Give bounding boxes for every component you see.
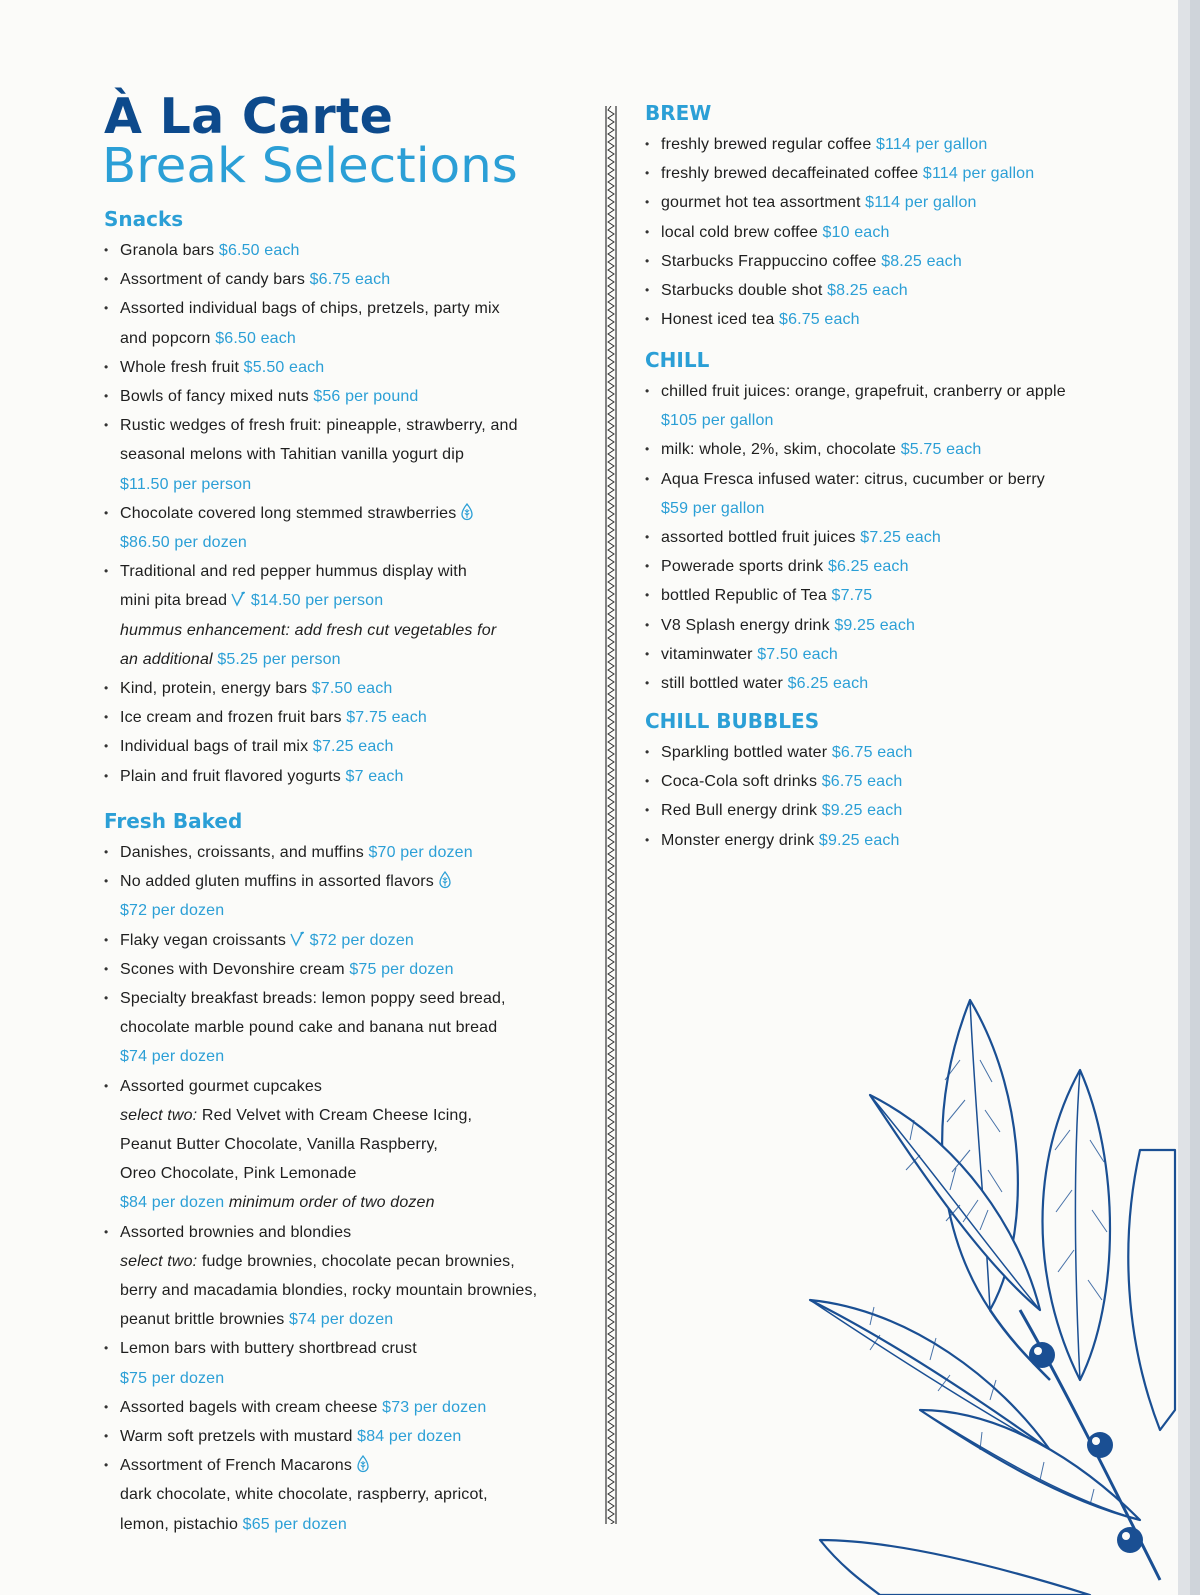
list-item: • Chocolate covered long stemmed strawberries $86.50 per dozen: [104, 499, 594, 557]
list-item: • Scones with Devonshire cream $75 per dozen: [104, 955, 599, 984]
list-item: • Lemon bars with buttery shortbread crust $75 per dozen: [104, 1334, 599, 1392]
list-item: • Whole fresh fruit $5.50 each: [104, 353, 594, 382]
gluten-free-icon: [459, 503, 475, 521]
snacks-list: [104, 236, 594, 791]
list-item: • Flaky vegan croissants $72 per dozen: [104, 926, 599, 955]
list-item: • Sparkling bottled water $6.75 each: [645, 738, 1145, 767]
chill-bubbles-heading: CHILL BUBBLES: [645, 709, 820, 733]
list-item: • assorted bottled fruit juices $7.25 each: [645, 523, 1145, 552]
list-item: • Starbucks double shot $8.25 each: [645, 276, 1145, 305]
list-item: • local cold brew coffee $10 each: [645, 218, 1145, 247]
page-edge-shadow: [1190, 0, 1200, 1595]
chill-bubbles-list: [645, 738, 1145, 855]
gluten-free-icon: [437, 871, 453, 889]
list-item: • Individual bags of trail mix $7.25 each: [104, 732, 594, 761]
snacks-section: [104, 206, 594, 791]
page-subtitle: Break Selections: [102, 138, 518, 194]
vegan-icon: [289, 930, 305, 948]
list-item: • Monster energy drink $9.25 each: [645, 826, 1145, 855]
list-item: • Specialty breakfast breads: lemon poppy seed bread, chocolate marble pound cake and banana nut bread $74 per dozen: [104, 984, 599, 1072]
list-item: • freshly brewed decaffeinated coffee $114 per gallon: [645, 159, 1145, 188]
brew-heading: BREW: [645, 101, 712, 125]
list-item: • Bowls of fancy mixed nuts $56 per pound: [104, 382, 594, 411]
list-item: • Honest iced tea $6.75 each: [645, 305, 1145, 334]
brew-section: [645, 100, 1145, 334]
list-item: • milk: whole, 2%, skim, chocolate $5.75 each: [645, 435, 1145, 464]
list-item: • Ice cream and frozen fruit bars $7.75 each: [104, 703, 594, 732]
list-item: • freshly brewed regular coffee $114 per gallon: [645, 130, 1145, 159]
list-item: • Warm soft pretzels with mustard $84 per dozen: [104, 1422, 599, 1451]
list-item: • V8 Splash energy drink $9.25 each: [645, 611, 1145, 640]
page-edge: [1178, 0, 1200, 1595]
column-divider: [604, 106, 618, 1524]
list-item: • Assorted bagels with cream cheese $73 per dozen: [104, 1393, 599, 1422]
list-item: • Powerade sports drink $6.25 each: [645, 552, 1145, 581]
chill-section: [645, 347, 1145, 698]
list-item: • Assortment of French Macarons dark chocolate, white chocolate, raspberry, apricot, lemon, pistachio $65 per dozen: [104, 1451, 599, 1539]
leaf-illustration: [780, 980, 1180, 1595]
snacks-heading: Snacks: [104, 207, 184, 231]
vegan-icon: [230, 590, 246, 608]
page-title: À La Carte: [104, 88, 394, 145]
list-item: • Assorted brownies and blondies select two: fudge brownies, chocolate pecan brownies, berry and macadamia blondies, rocky mountain brownies, peanut brittle brownies $74 per dozen: [104, 1218, 599, 1335]
list-item: • gourmet hot tea assortment $114 per gallon: [645, 188, 1145, 217]
list-item: • Assortment of candy bars $6.75 each: [104, 265, 594, 294]
list-item: • vitaminwater $7.50 each: [645, 640, 1145, 669]
list-item: • Danishes, croissants, and muffins $70 per dozen: [104, 838, 599, 867]
list-item: • Aqua Fresca infused water: citrus, cucumber or berry $59 per gallon: [645, 465, 1145, 523]
list-item: • Plain and fruit flavored yogurts $7 each: [104, 762, 594, 791]
list-item: • Rustic wedges of fresh fruit: pineapple, strawberry, and seasonal melons with Tahitian vanilla yogurt dip $11.50 per person: [104, 411, 594, 499]
list-item: • still bottled water $6.25 each: [645, 669, 1145, 698]
list-item: • No added gluten muffins in assorted flavors $72 per dozen: [104, 867, 599, 925]
list-item: • Traditional and red pepper hummus display with mini pita bread $14.50 per person hummus enhancement: add fresh cut vegetables for an additional $5.25 per person: [104, 557, 594, 674]
fresh-baked-heading: Fresh Baked: [104, 809, 243, 833]
fresh-baked-list: [104, 838, 599, 1539]
list-item: • bottled Republic of Tea $7.75: [645, 581, 1145, 610]
list-item: • Starbucks Frappuccino coffee $8.25 each: [645, 247, 1145, 276]
gluten-free-icon: [355, 1455, 371, 1473]
list-item: • Red Bull energy drink $9.25 each: [645, 796, 1145, 825]
chill-heading: CHILL: [645, 348, 710, 372]
chill-bubbles-section: [645, 708, 1145, 855]
fresh-baked-section: [104, 808, 599, 1539]
brew-list: [645, 130, 1145, 334]
list-item: • Assorted individual bags of chips, pretzels, party mix and popcorn $6.50 each: [104, 294, 594, 352]
list-item: • Kind, protein, energy bars $7.50 each: [104, 674, 594, 703]
list-item: • Coca-Cola soft drinks $6.75 each: [645, 767, 1145, 796]
chill-list: [645, 377, 1145, 698]
list-item: • Assorted gourmet cupcakes select two: Red Velvet with Cream Cheese Icing, Peanut Butter Chocolate, Vanilla Raspberry, Oreo Chocolate, Pink Lemonade $84 per dozen minimum order of two dozen: [104, 1072, 599, 1218]
list-item: • Granola bars $6.50 each: [104, 236, 594, 265]
list-item: • chilled fruit juices: orange, grapefruit, cranberry or apple $105 per gallon: [645, 377, 1145, 435]
